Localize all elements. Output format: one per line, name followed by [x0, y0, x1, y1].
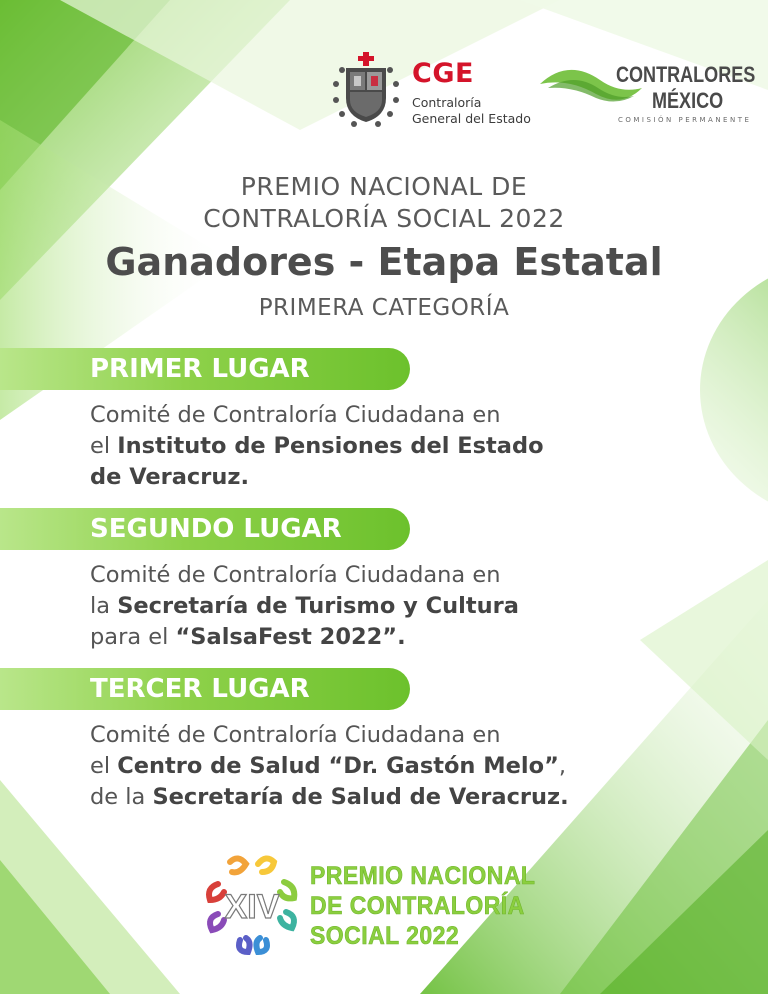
second-place-line3-prefix: para el — [90, 624, 176, 650]
third-place-institution: Centro de Salud “Dr. Gastón Melo” — [117, 753, 559, 779]
second-place-event: “SalsaFest 2022”. — [175, 624, 406, 650]
xiv-logo-line1: PREMIO NACIONAL — [310, 862, 536, 890]
second-place-line1: Comité de Contraloría Ciudadana en — [90, 562, 501, 588]
category-title: PRIMERA CATEGORÍA — [258, 295, 510, 321]
second-place-banner — [0, 508, 410, 550]
first-place-banner — [0, 348, 410, 390]
first-place-label: PRIMER LUGAR — [90, 354, 310, 384]
cge-logo — [332, 52, 532, 128]
pre-title-line2: CONTRALORÍA SOCIAL 2022 — [203, 204, 565, 233]
cge-name-line2: General del Estado — [412, 111, 531, 126]
xiv-numeral: XIV — [224, 888, 280, 926]
third-place-secretariat: Secretaría de Salud de Veracruz. — [152, 784, 569, 810]
third-place-line1: Comité de Contraloría Ciudadana en — [90, 722, 501, 748]
contralores-mexico-logo — [538, 58, 756, 128]
veracruz-shield-icon — [332, 52, 400, 130]
first-place-institution: Instituto de Pensiones del Estado — [117, 433, 544, 459]
first-place-line2-prefix: el — [90, 433, 118, 459]
third-place-line3 — [90, 782, 650, 813]
second-place-institution: Secretaría de Turismo y Cultura — [117, 593, 519, 619]
first-place-line2 — [90, 431, 650, 462]
third-place-line2-prefix: el — [90, 753, 118, 779]
second-place-line2 — [90, 591, 650, 622]
first-place-institution-end: de Veracruz. — [90, 464, 250, 490]
first-place-description — [90, 400, 650, 493]
cge-name-line1: Contraloría — [412, 95, 482, 110]
third-place-line2 — [90, 751, 650, 782]
xiv-logo-line3: SOCIAL 2022 — [310, 922, 460, 950]
hands-emblem-icon — [200, 852, 304, 956]
third-place-banner — [0, 668, 410, 710]
contralores-subtitle: COMISIÓN PERMANENTE — [618, 116, 752, 124]
xiv-logo-line2: DE CONTRALORÍA — [310, 892, 525, 920]
second-place-description — [90, 560, 650, 653]
pre-title-line1: PREMIO NACIONAL DE — [240, 172, 528, 201]
second-place-label: SEGUNDO LUGAR — [90, 514, 342, 544]
contralores-name-line1: CONTRALORES — [616, 62, 756, 87]
third-place-line3-prefix: de la — [90, 784, 153, 810]
cge-acronym: CGE — [412, 58, 474, 89]
xiv-award-logo — [200, 852, 550, 962]
second-place-line3 — [90, 622, 650, 653]
third-place-line2-suffix: , — [558, 753, 567, 779]
first-place-line3 — [90, 462, 650, 493]
contralores-name-line2: MÉXICO — [652, 88, 724, 113]
third-place-description — [90, 720, 650, 813]
page-title: Ganadores - Etapa Estatal — [105, 240, 663, 284]
third-place-label: TERCER LUGAR — [90, 674, 310, 704]
first-place-line1: Comité de Contraloría Ciudadana en — [90, 402, 501, 428]
second-place-line2-prefix: la — [90, 593, 118, 619]
